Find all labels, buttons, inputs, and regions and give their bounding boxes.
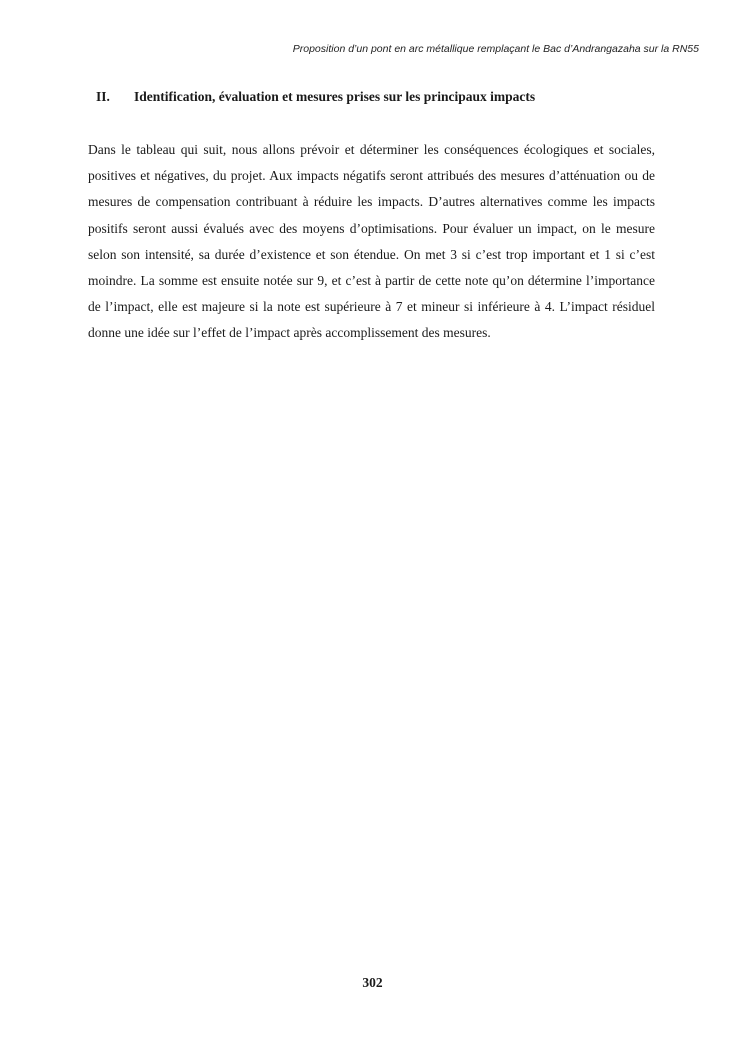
section-number: II.: [96, 89, 110, 104]
section-heading: [96, 89, 535, 105]
page-number: 302: [362, 975, 383, 990]
section-title: Identification, évaluation et mesures prises sur les principaux impacts: [134, 89, 536, 104]
body-paragraph: Dans le tableau qui suit, nous allons prévoir et déterminer les conséquences écologiques et sociales, positives et négatives, du projet. Aux impacts négatifs seront attribués des mesures d’atténuation ou de mesures de compensation contribuant à réduire les impacts. D’autres alternatives comme les impacts positifs seront aussi évalués avec des moyens d’optimisations. Pour évaluer un impact, on le mesure selon son intensité, sa durée d’existence et son étendue. On met 3 si c’est trop important et 1 si c’est moindre. La somme est ensuite notée sur 9, et c’est à partir de cette note qu’on détermine l’importance de l’impact, elle est majeure si la note est supérieure à 7 et mineur si inférieure à 4. L’impact résiduel donne une idée sur l’effet de l’impact après accomplissement des mesures.: [88, 142, 655, 341]
running-header: Proposition d’un pont en arc métallique remplaçant le Bac d’Andrangazaha sur la RN55: [292, 43, 699, 55]
